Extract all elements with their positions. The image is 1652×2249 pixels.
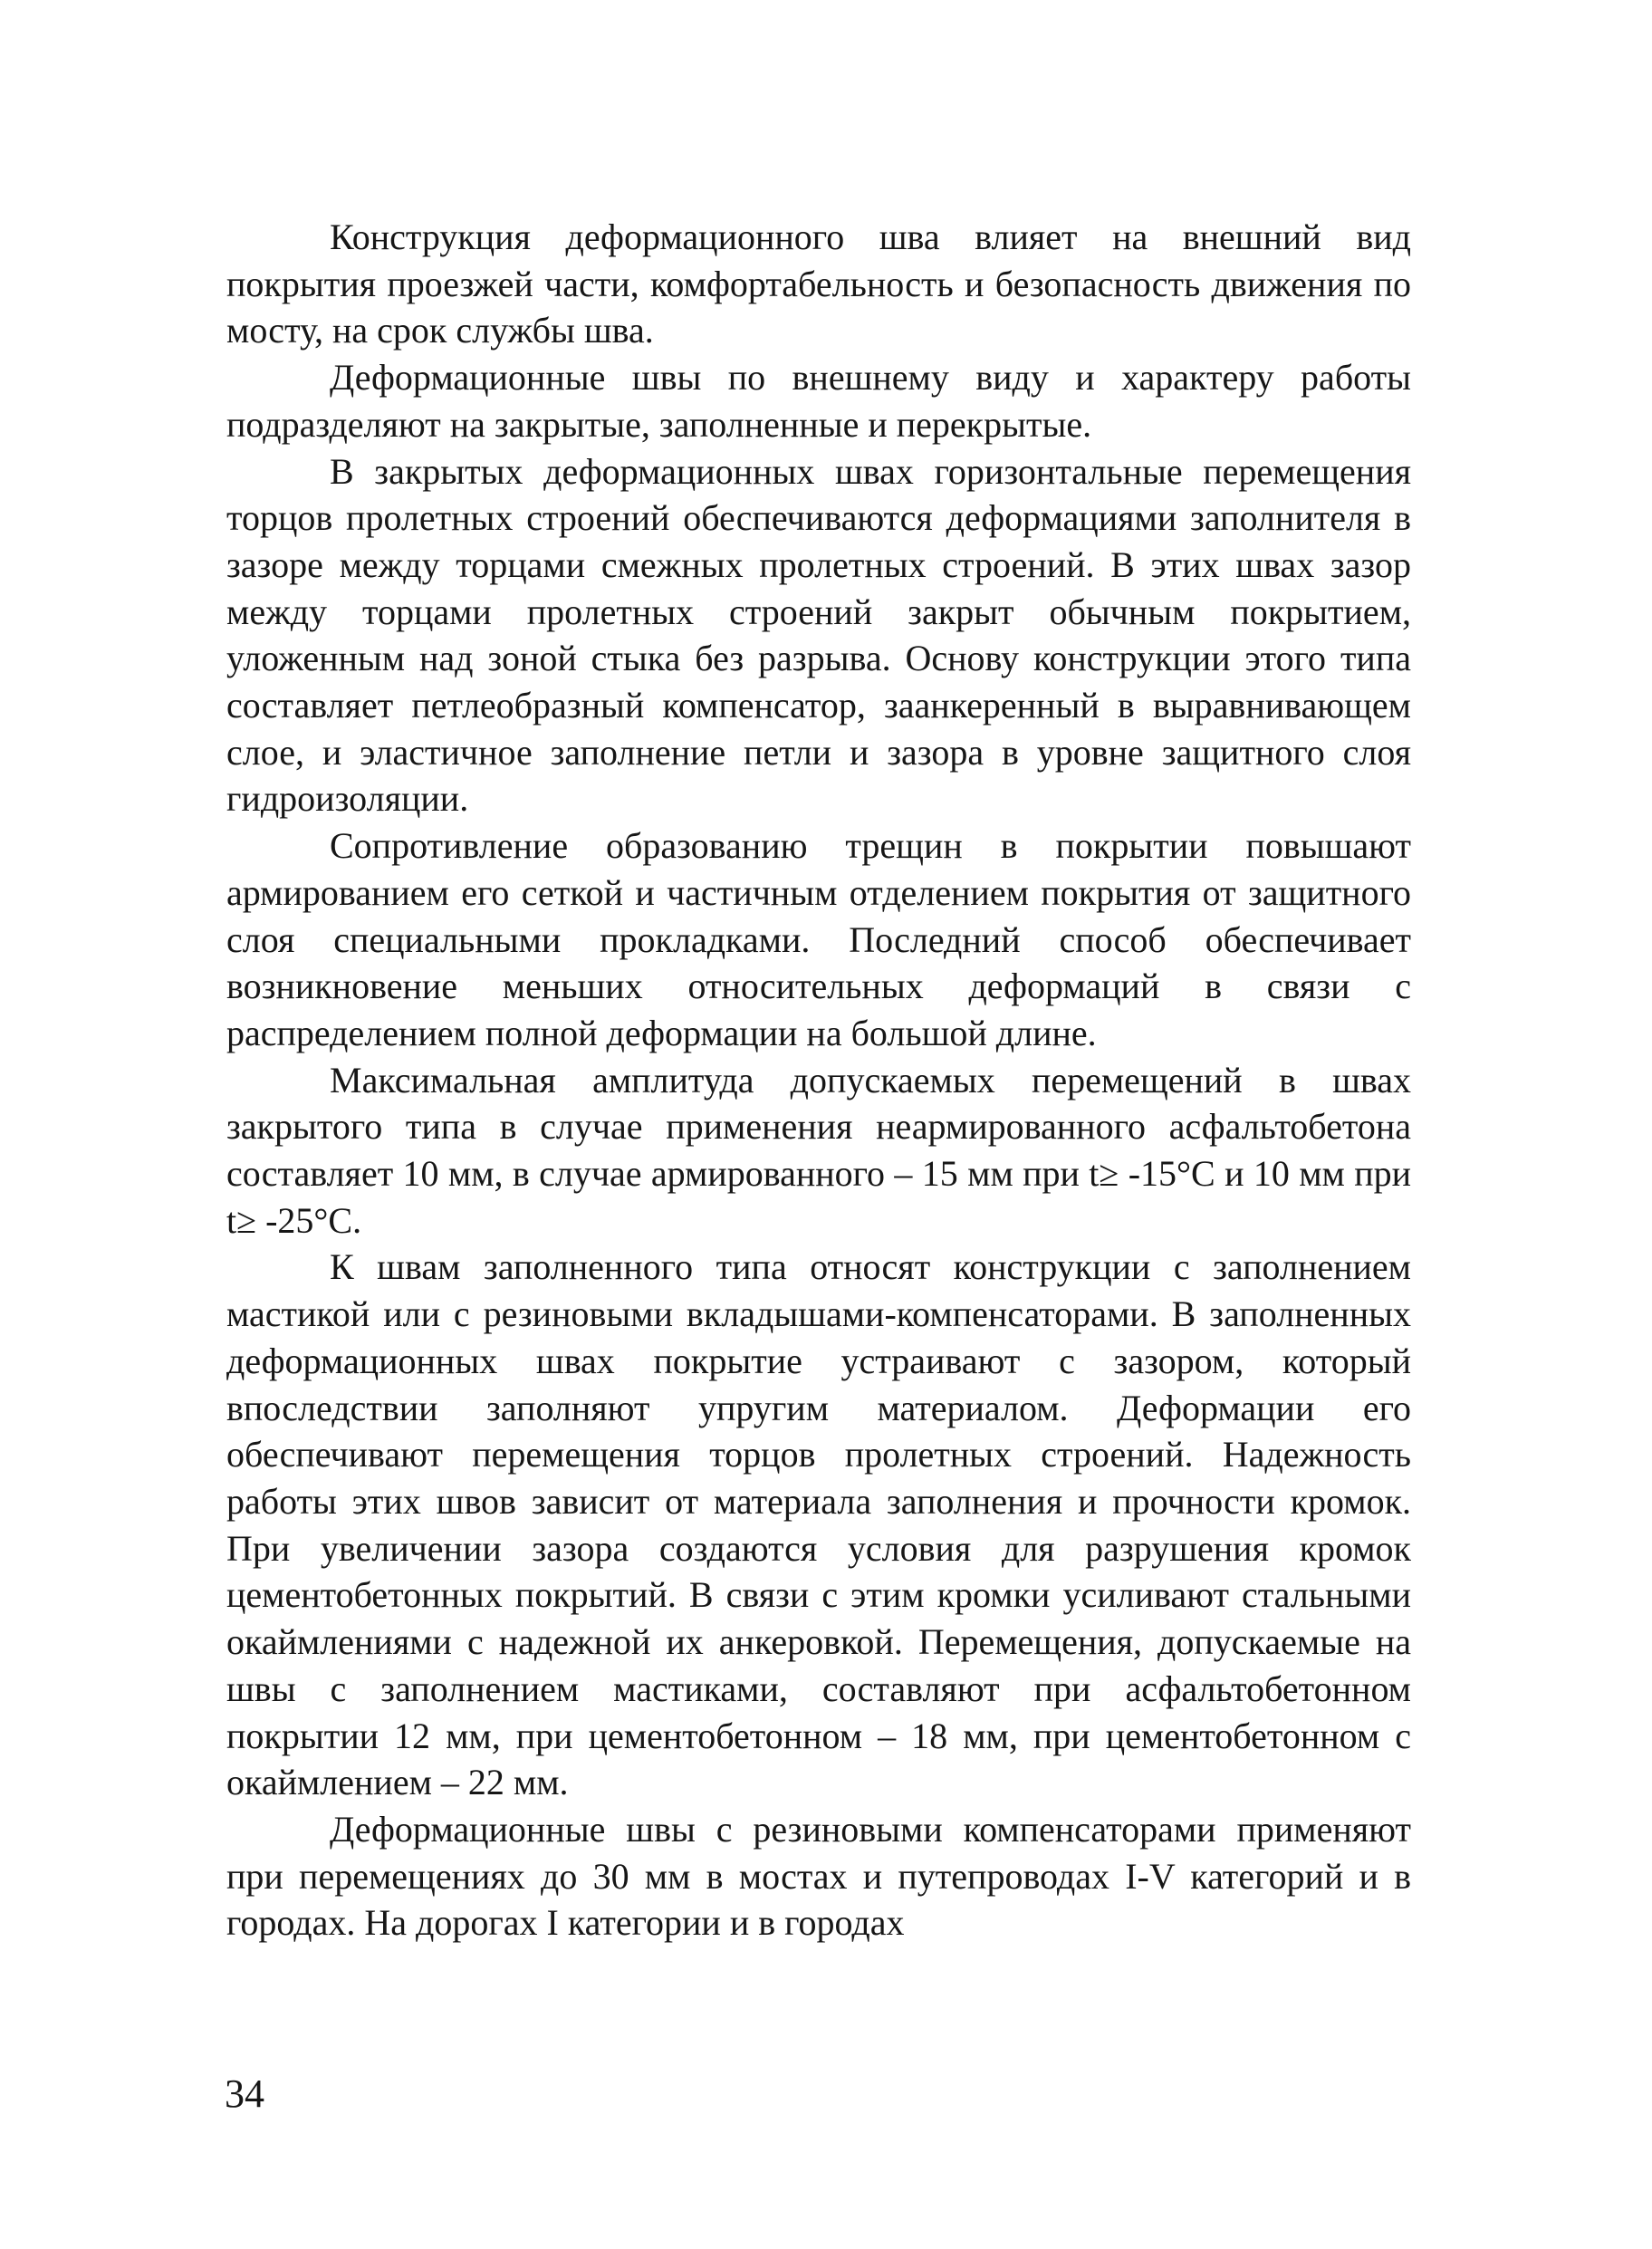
paragraph-7: Деформационные швы с резиновыми компенсаторами применяют при перемещениях до 30 мм в мостах и путепроводах I-V категорий и в городах. На дорогах I категории и в городах — [226, 1808, 1411, 1944]
paragraph-4: Сопротивление образованию трещин в покрытии повышают армированием его сеткой и частичным отделением покрытия от защитного слоя специальными прокладками. Последний способ обеспечивает возникновение меньших относительных деформаций в связи с распределением полной деформации на большой длине. — [226, 825, 1411, 1053]
page-number: 34 — [225, 2071, 264, 2116]
body-text — [226, 214, 1411, 1946]
paragraph-2: Деформационные швы по внешнему виду и характеру работы подразделяют на закрытые, заполненные и перекрытые. — [226, 357, 1411, 445]
paragraph-1: Конструкция деформационного шва влияет на внешний вид покрытия проезжей части, комфортабельность и безопасность движения по мосту, на срок службы шва. — [226, 216, 1411, 351]
paragraph-6: К швам заполненного типа относят конструкции с заполнением мастикой или с резиновыми вкладышами-компенсаторами. В заполненных деформационных швах покрытие устраивают с зазором, который впоследствии заполняют упругим материалом. Деформации его обеспечивают перемещения торцов пролетных строений. Надежность работы этих швов зависит от материала заполнения и прочности кромок. При увеличении зазора создаются условия для разрушения кромок цементобетонных покрытий. В связи с этим кромки усиливают стальными окаймлениями с надежной их анкеровкой. Перемещения, допускаемые на швы с заполнением мастиками, составляют при асфальтобетонном покрытии 12 мм, при цементобетонном – 18 мм, при цементобетонном с окаймлением – 22 мм. — [226, 1246, 1411, 1803]
paragraph-5: Максимальная амплитуда допускаемых перемещений в швах закрытого типа в случае применения неармированного асфальтобетона составляет 10 мм, в случае армированного – 15 мм при t≥ -15°С и 10 мм при t≥ -25°С. — [226, 1059, 1411, 1241]
paragraph-3: В закрытых деформационных швах горизонтальные перемещения торцов пролетных строений обеспечиваются деформациями заполнителя в зазоре между торцами смежных пролетных строений. В этих швах зазор между торцами пролетных строений закрыт обычным покрытием, уложенным над зоной стыка без разрыва. Основу конструкции этого типа составляет петлеобразный компенсатор, заанкеренный в выравнивающем слое, и эластичное заполнение петли и зазора в уровне защитного слоя гидроизоляции. — [226, 450, 1411, 820]
